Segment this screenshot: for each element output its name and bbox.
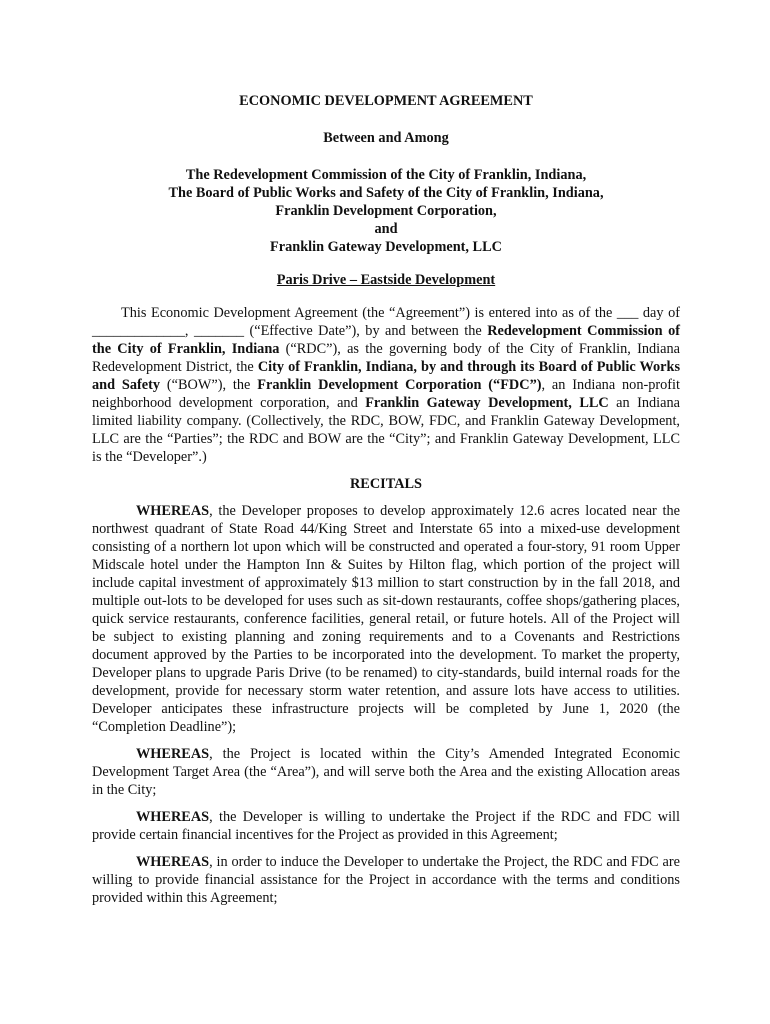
document-subtitle: Between and Among — [323, 130, 449, 146]
party-line: Franklin Development Corporation, — [275, 203, 497, 219]
intro-paragraph — [92, 304, 680, 466]
intro-text: an Indiana limited liability company. (Collectively, the RDC, BOW, FDC, and Franklin Gateway Development, LLC are the “Parties”; the RDC and BOW are the “City”; and Franklin Gateway Development, LLC is the “Developer”.) — [92, 395, 680, 465]
intro-text: (“BOW”), the — [160, 377, 258, 393]
recital-text: , the Developer is willing to undertake the Project if the RDC and FDC will provide certain financial incentives for the Project as provided in this Agreement; — [92, 809, 680, 843]
recital-paragraph — [92, 853, 680, 907]
party-line: Franklin Gateway Development, LLC — [270, 239, 502, 255]
recital-text: , the Developer proposes to develop approximately 12.6 acres located near the northwest quadrant of State Road 44/King Street and Interstate 65 into a mixed-use development consisting of a northern lot upon which will be constructed and operated a four-story, 91 room Upper Midscale hotel under the Hampton Inn & Suites by Hilton flag, which portion of the project will include capital investment of approximately $13 million to start construction by in the fall 2018, and multiple out-lots to be developed for uses such as sit-down restaurants, coffee shops/gathering places, quick service restaurants, conference facilities, general retail, or future hotels. All of the Project will be subject to existing planning and zoning requirements and to a Covenants and Restrictions document approved by the Parties to be incorporated into the development. To market the property, Developer plans to upgrade Paris Drive (to be renamed) to city-standards, build internal roads for the development, provide for necessary storm water retention, and assure lots have access to utilities. Developer anticipates these infrastructure projects will be completed by June 1, 2020 (the “Completion Deadline”); — [92, 503, 680, 735]
whereas-lead: WHEREAS — [136, 746, 210, 762]
recital-text: , in order to induce the Developer to undertake the Project, the RDC and FDC are willing to provide financial assistance for the Project in accordance with the terms and conditions provided within this Agreement; — [92, 854, 680, 906]
document-page — [92, 92, 680, 916]
whereas-lead: WHEREAS — [136, 854, 210, 870]
intro-text: , an Indiana non-profit neighborhood development corporation, and — [92, 377, 680, 411]
parties-block — [92, 166, 680, 256]
intro-bold-bow: City of Franklin, Indiana, by and through its Board of Public Works and Safety — [92, 359, 681, 393]
intro-bold-rdc: Redevelopment Commission of the City of Franklin, Indiana — [92, 323, 680, 357]
intro-bold-developer: Franklin Gateway Development, LLC — [365, 395, 609, 411]
intro-text: This Economic Development Agreement (the “Agreement”) is entered into as of the ___ day of _____________, _______ (“Effective Date”), by and between the — [92, 305, 680, 339]
document-title: ECONOMIC DEVELOPMENT AGREEMENT — [239, 93, 533, 109]
recital-text: , the Project is located within the City’s Amended Integrated Economic Development Target Area (the “Area”), and will serve both the Area and the existing Allocation areas in the City; — [92, 746, 680, 798]
party-line: and — [374, 221, 398, 237]
whereas-lead: WHEREAS — [136, 809, 210, 825]
party-line: The Redevelopment Commission of the City of Franklin, Indiana, — [185, 167, 587, 183]
recital-paragraph — [92, 808, 680, 844]
project-title: Paris Drive – Eastside Development — [276, 272, 496, 288]
party-line: The Board of Public Works and Safety of the City of Franklin, Indiana, — [168, 185, 604, 201]
recital-paragraph — [92, 745, 680, 799]
intro-text: (“RDC”), as the governing body of the City of Franklin, Indiana Redevelopment District, the — [92, 341, 680, 375]
whereas-lead: WHEREAS — [136, 503, 210, 519]
intro-bold-fdc: Franklin Development Corporation (“FDC”) — [257, 377, 542, 393]
recital-paragraph — [92, 502, 680, 736]
recitals-heading: RECITALS — [349, 476, 423, 492]
